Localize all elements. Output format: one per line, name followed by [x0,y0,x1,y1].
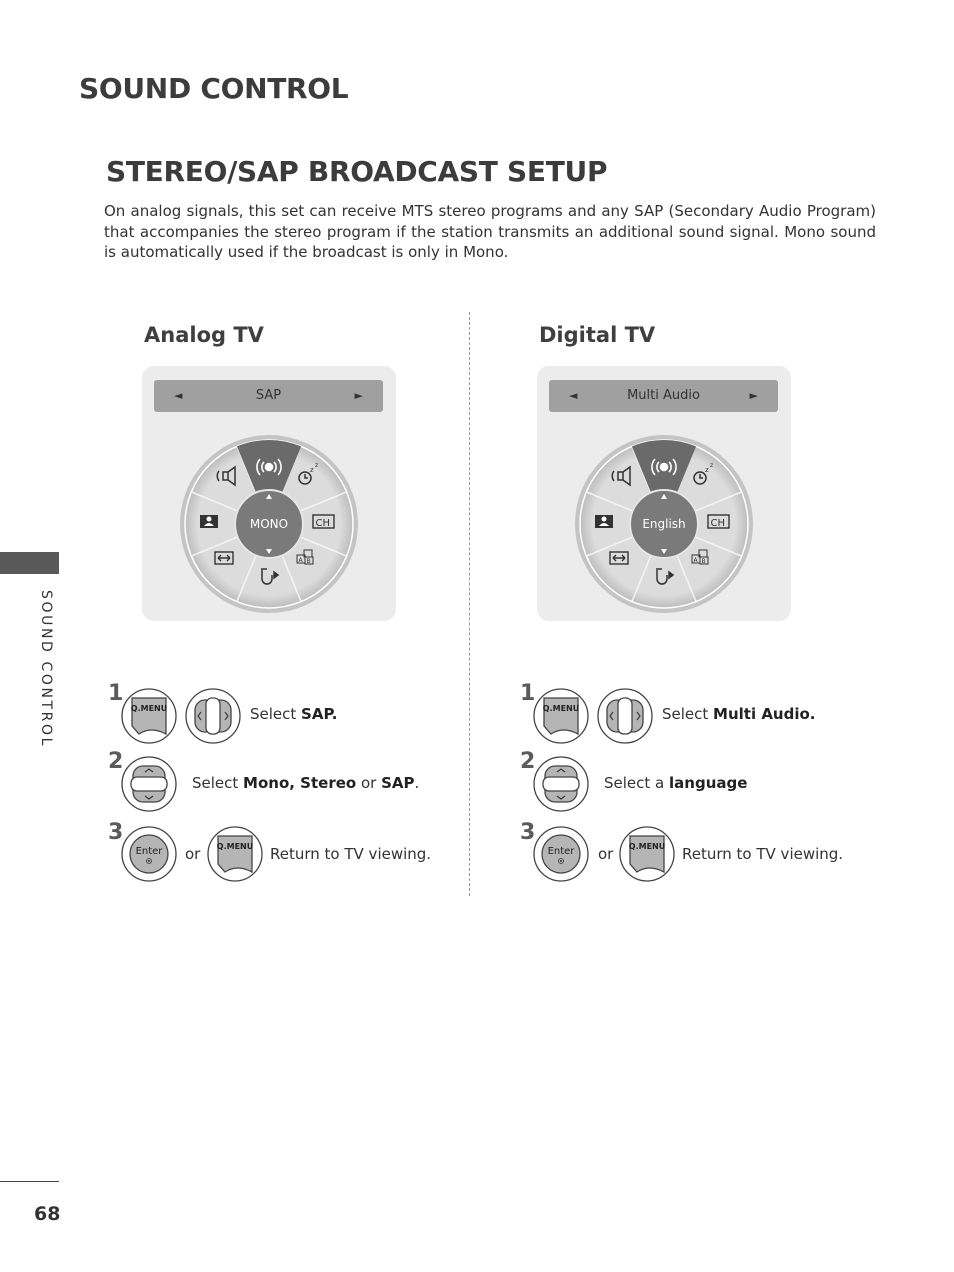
qmenu-button[interactable] [121,688,177,744]
analog-menu-bar[interactable] [154,380,383,412]
page-title: SOUND CONTROL [79,72,349,105]
intro-paragraph: On analog signals, this set can receive MTS stereo programs and any SAP (Secondary Audio Program) that accompanies the stereo program if the station transmits an additional sound signal. Mono sound is automatically used if the broadcast is only in Mono. [104,202,876,261]
svg-text:z: z [315,462,319,469]
svg-text:z: z [310,466,314,474]
caption-b-label: B [306,558,311,565]
qmenu-label: Q.MENU [628,842,666,851]
qmenu-button[interactable] [533,688,589,744]
analog-menu-value: SAP [255,388,282,403]
side-tab-marker [0,552,59,574]
qmenu-label: Q.MENU [130,704,168,713]
left-right-navigation-button[interactable] [185,688,241,744]
digital-tv-title: Digital TV [539,323,656,347]
up-down-navigation-button[interactable] [533,756,589,812]
step-number: 2 [520,749,536,774]
left-right-navigation-button[interactable] [597,688,653,744]
digital-step3-text: Return to TV viewing. [682,845,844,863]
digital-qmenu-panel [537,366,791,621]
step-number: 3 [108,820,124,845]
wheel-center-label: MONO [249,517,289,531]
picture-mode-icon [200,515,218,528]
left-arrow-icon[interactable]: ◄ [174,389,183,402]
step-number: 3 [520,820,536,845]
digital-menu-bar[interactable] [549,380,778,412]
section-title: STEREO/SAP BROADCAST SETUP [106,155,608,188]
wheel-center-label: English [642,517,686,531]
caption-a-label: A [693,557,698,564]
qmenu-button[interactable] [619,826,675,882]
qmenu-label: Q.MENU [542,704,580,713]
step-number: 1 [108,681,124,706]
right-arrow-icon[interactable]: ► [749,389,758,402]
channel-icon-label: CH [315,518,331,529]
or-label: or [598,845,614,863]
digital-qmenu-wheel [574,434,754,614]
svg-text:z: z [705,466,709,474]
step-number: 2 [108,749,124,774]
analog-step1-text: Select SAP. [250,705,338,723]
qmenu-label: Q.MENU [216,842,254,851]
caption-b-label: B [701,558,706,565]
svg-text:z: z [710,462,714,469]
analog-step3-text: Return to TV viewing. [270,845,432,863]
digital-menu-value: Multi Audio [627,388,700,403]
analog-tv-title: Analog TV [144,323,264,347]
qmenu-button[interactable] [207,826,263,882]
enter-label: Enter [135,846,163,857]
analog-qmenu-panel [142,366,396,621]
or-label: or [185,845,201,863]
channel-icon-label: CH [710,518,726,529]
enter-button[interactable] [533,826,589,882]
side-tab-label: SOUND CONTROL [38,590,54,749]
up-down-navigation-button[interactable] [121,756,177,812]
page-number-rule [0,1181,59,1182]
analog-qmenu-wheel [179,434,359,614]
enter-button[interactable] [121,826,177,882]
left-arrow-icon[interactable]: ◄ [569,389,578,402]
digital-step2-text: Select a language [604,774,748,792]
step-number: 1 [520,681,536,706]
page-number: 68 [34,1203,61,1225]
caption-a-label: A [298,557,303,564]
column-divider [469,312,470,896]
picture-mode-icon [595,515,613,528]
analog-step2-text: Select Mono, Stereo or SAP. [192,774,420,792]
enter-label: Enter [547,846,575,857]
digital-step1-text: Select Multi Audio. [662,705,816,723]
right-arrow-icon[interactable]: ► [354,389,363,402]
